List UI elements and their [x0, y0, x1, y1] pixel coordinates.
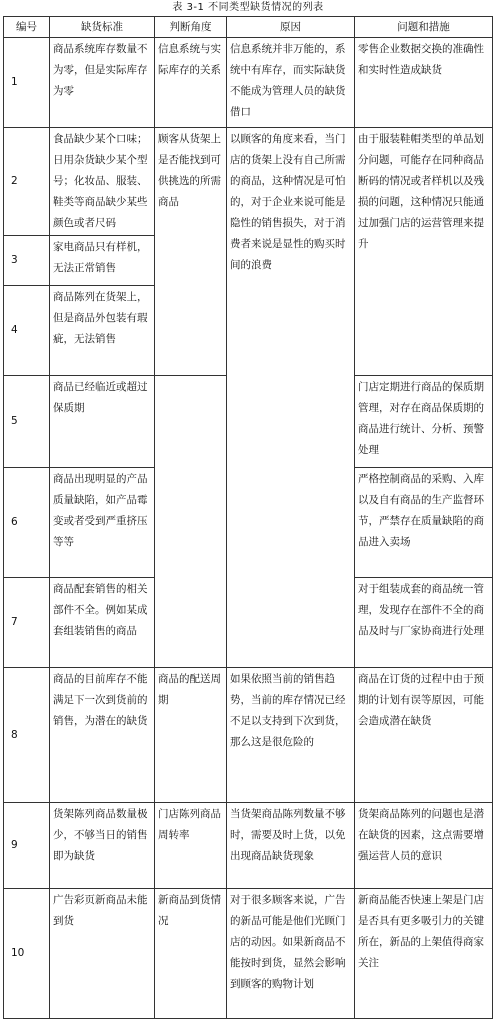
standard-cell: 商品的目前库存不能满足下一次到货前的销售，为潜在的缺货 — [50, 668, 155, 803]
row-number: 1 — [4, 38, 50, 128]
reason-cell: 当货架商品陈列数量不够时，需要及时上货，以免出现商品缺货现象 — [227, 803, 355, 889]
row-number: 2 — [4, 128, 50, 236]
standard-cell: 商品出现明显的产品质量缺陷，如产品霉变或者受到严重挤压等等 — [50, 468, 155, 578]
measure-cell: 严格控制商品的采购、入库以及自有商品的生产监督环节，严禁存在质量缺陷的商品进入卖场 — [355, 468, 493, 578]
stockout-table — [3, 16, 493, 1019]
row-number: 6 — [4, 468, 50, 578]
header-angle: 判断角度 — [155, 17, 227, 38]
measure-cell: 由于服装鞋帽类型的单品划分问题，可能存在同种商品断码的情况或者样机以及残损的问题，这种情况只能通过加强门店的运营管理来提升 — [355, 128, 493, 376]
table-caption: 表 3-1 不同类型缺货情况的列表 — [172, 2, 324, 13]
angle-cell: 信息系统与实际库存的关系 — [155, 38, 227, 128]
header-reason: 原因 — [227, 17, 355, 38]
standard-cell: 广告彩页新商品未能到货 — [50, 889, 155, 1019]
row-number: 5 — [4, 376, 50, 468]
measure-cell: 新商品能否快速上架是门店是否具有更多吸引力的关键所在，新品的上架值得商家关注 — [355, 889, 493, 1019]
header-standard: 缺货标准 — [50, 17, 155, 38]
table-row — [4, 803, 493, 889]
table-row — [4, 128, 493, 236]
header-row — [4, 17, 493, 38]
measure-cell: 零售企业数据交换的准确性和实时性造成缺货 — [355, 38, 493, 128]
measure-cell: 货架商品陈列的问题也是潜在缺货的因素，这点需要增强运营人员的意识 — [355, 803, 493, 889]
standard-cell: 货架陈列商品数量极少，不够当日的销售即为缺货 — [50, 803, 155, 889]
measure-cell: 商品在订货的过程中由于预期的计划有误等原因，可能会造成潜在缺货 — [355, 668, 493, 803]
standard-cell: 家电商品只有样机，无法正常销售 — [50, 236, 155, 286]
header-num: 编号 — [4, 17, 50, 38]
angle-cell: 顾客从货架上是否能找到可供挑选的所需商品 — [155, 128, 227, 376]
reason-cell: 以顾客的角度来看，当门店的货架上没有自己所需的商品，这种情况是可怕的，对于企业来说可能是隐性的销售损失，对于消费者来说是显性的购买时间的浪费 — [227, 128, 355, 668]
measure-cell: 门店定期进行商品的保质期管理，对存在商品保质期的商品进行统计、分析、预警处理 — [355, 376, 493, 468]
row-number: 4 — [4, 286, 50, 376]
angle-cell-empty — [155, 376, 227, 668]
row-number: 10 — [4, 889, 50, 1019]
measure-cell: 对于组装成套的商品统一管理，发现存在部件不全的商品及时与厂家协商进行处理 — [355, 578, 493, 668]
row-number: 7 — [4, 578, 50, 668]
angle-cell: 商品的配送周期 — [155, 668, 227, 803]
standard-cell: 食品缺少某个口味；日用杂货缺少某个型号；化妆品、服装、鞋类等商品缺少某些颜色或者尺码 — [50, 128, 155, 236]
reason-cell: 信息系统并非万能的，系统中有库存，而实际缺货不能成为管理人员的缺货借口 — [227, 38, 355, 128]
standard-cell: 商品配套销售的相关部件不全。例如某成套组装销售的商品 — [50, 578, 155, 668]
standard-cell: 商品系统库存数量不为零，但是实际库存为零 — [50, 38, 155, 128]
standard-cell: 商品已经临近或超过保质期 — [50, 376, 155, 468]
reason-cell: 如果依照当前的销售趋势，当前的库存情况已经不足以支持到下次到货，那么这是很危险的 — [227, 668, 355, 803]
table-row — [4, 668, 493, 803]
header-measure: 问题和措施 — [355, 17, 493, 38]
row-number: 9 — [4, 803, 50, 889]
standard-cell: 商品陈列在货架上，但是商品外包装有瑕疵，无法销售 — [50, 286, 155, 376]
row-number: 8 — [4, 668, 50, 803]
angle-cell: 门店陈列商品周转率 — [155, 803, 227, 889]
table-row — [4, 889, 493, 1019]
table-row — [4, 38, 493, 128]
angle-cell: 新商品到货情况 — [155, 889, 227, 1019]
reason-cell: 对于很多顾客来说，广告的新品可能是他们光顾门店的动因。如果新商品不能按时到货，显然会影响到顾客的购物计划 — [227, 889, 355, 1019]
row-number: 3 — [4, 236, 50, 286]
